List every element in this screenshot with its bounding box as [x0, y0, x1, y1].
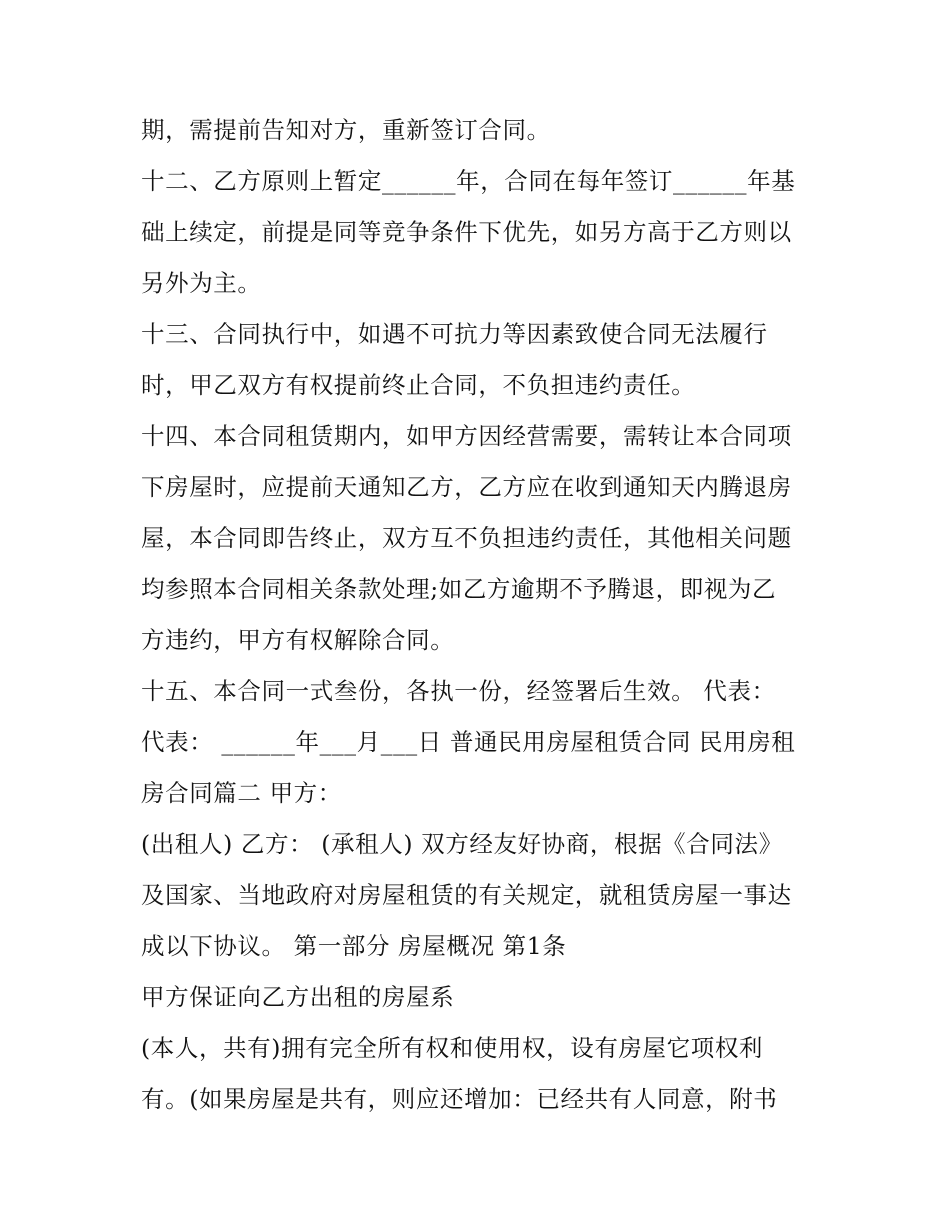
text-line-19: (本人，共有)拥有完全所有权和使用权，设有房屋它项权利: [141, 1034, 764, 1062]
text-line-3: 础上续定，前提是同等竞争条件下优先，如另方高于乙方则以: [141, 218, 792, 246]
text-line-1: 期，需提前告知对方，重新签订合同。: [141, 116, 551, 144]
text-line-20: 有。(如果房屋是共有，则应还增加：已经共有人同意，附书: [141, 1085, 778, 1113]
text-line-10: 均参照本合同相关条款处理;如乙方逾期不予腾退，即视为乙: [141, 575, 777, 603]
text-line-5: 十三、合同执行中，如遇不可抗力等因素致使合同无法履行: [141, 320, 768, 348]
text-line-9: 屋，本合同即告终止，双方互不负担违约责任，其他相关问题: [141, 524, 792, 552]
text-line-7: 十四、本合同租赁期内，如甲方因经营需要，需转让本合同项: [141, 422, 792, 450]
document-body: [141, 110, 821, 1130]
text-line-15: (出租人) 乙方： (承租人) 双方经友好协商，根据《合同法》: [141, 830, 783, 858]
text-line-13: 代表： ______年___月___日 普通民用房屋租赁合同 民用房租: [141, 728, 796, 756]
text-line-4: 另外为主。: [141, 269, 262, 297]
text-line-11: 方违约，甲方有权解除合同。: [141, 626, 455, 654]
text-line-18: 甲方保证向乙方出租的房屋系: [141, 983, 455, 1011]
text-line-14: 房合同篇二 甲方：: [141, 779, 342, 807]
text-line-2: 十二、乙方原则上暂定______年，合同在每年签订______年基: [141, 167, 796, 195]
text-line-17: 成以下协议。 第一部分 房屋概况 第1条: [141, 932, 567, 960]
text-line-8: 下房屋时，应提前天通知乙方，乙方应在收到通知天内腾退房: [141, 473, 792, 501]
text-line-12: 十五、本合同一式叁份，各执一份，经签署后生效。 代表：: [141, 677, 776, 705]
text-line-6: 时，甲乙双方有权提前终止合同，不负担违约责任。: [141, 371, 696, 399]
text-line-16: 及国家、当地政府对房屋租赁的有关规定，就租赁房屋一事达: [141, 881, 792, 909]
